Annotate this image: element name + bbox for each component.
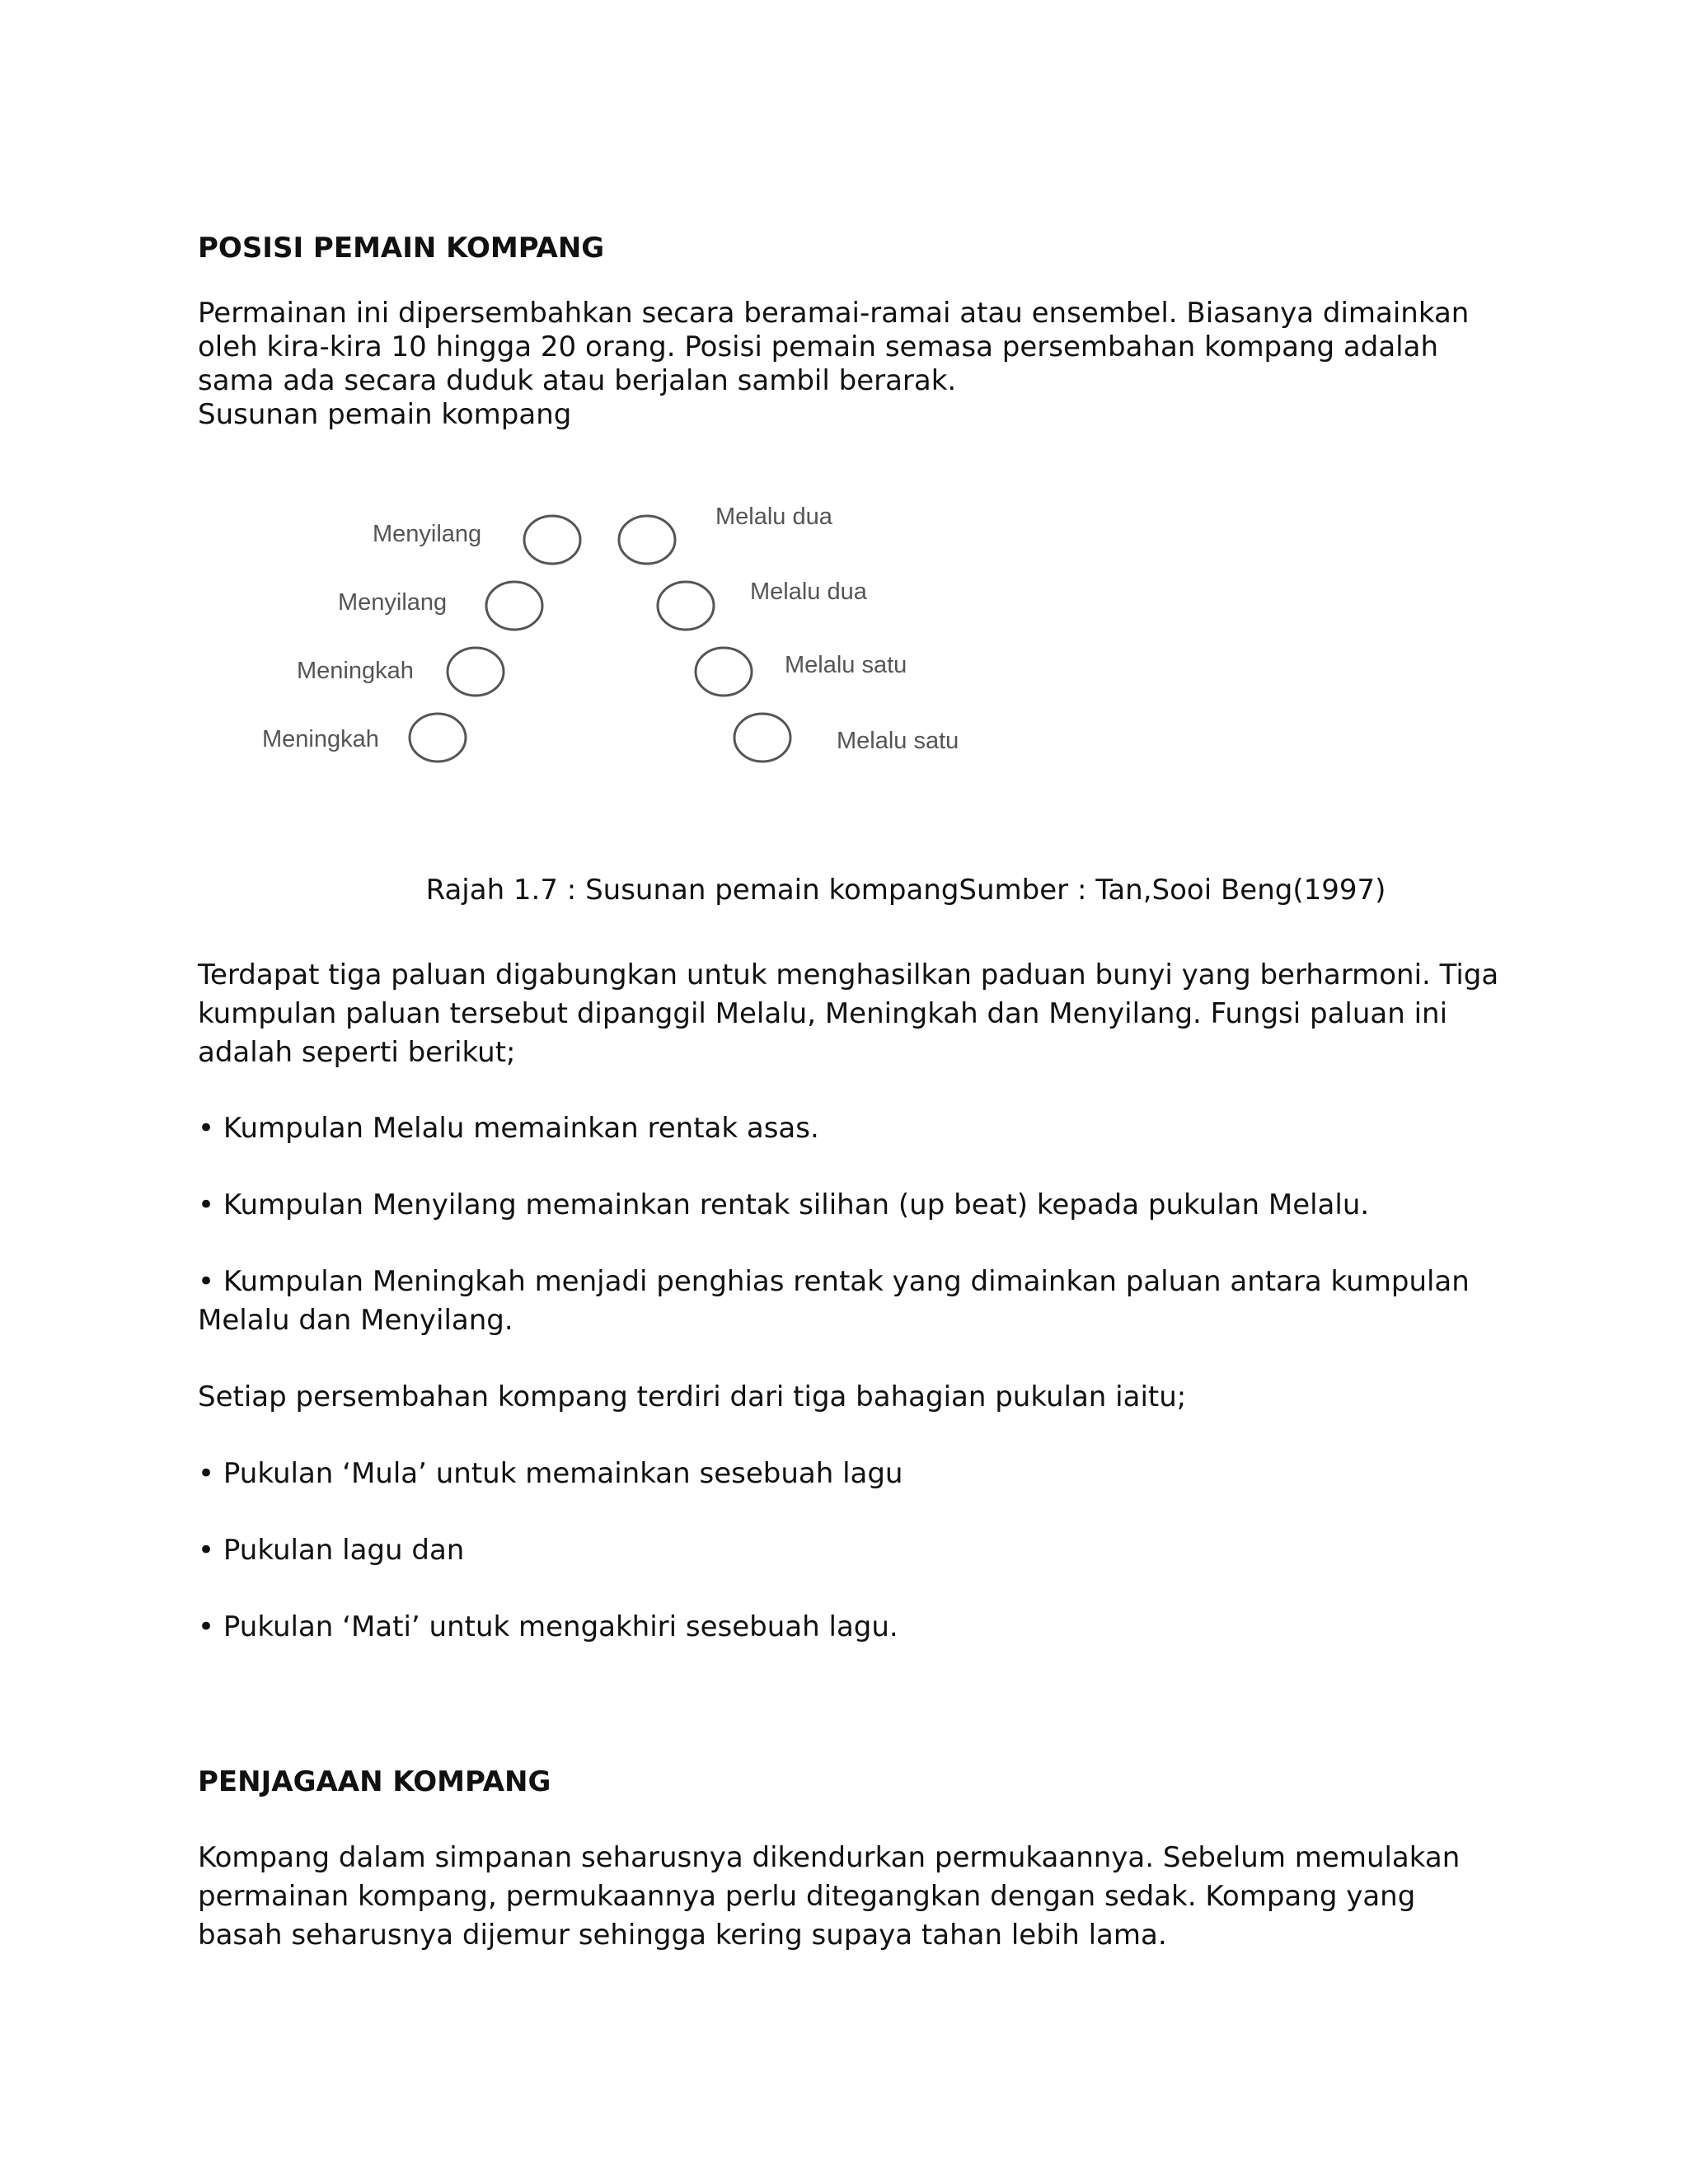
- right-label-2: Melalu dua: [750, 579, 867, 605]
- penjagaan-line-1: Kompang dalam simpanan seharusnya dikendurkan permukaannya. Sebelum memulakan: [198, 1841, 1461, 1874]
- body-paragraph-1: [198, 956, 1517, 1072]
- right-label-1: Melalu dua: [715, 504, 832, 530]
- player-circle-left-1: [524, 516, 580, 564]
- right-label-3: Melalu satu: [785, 652, 907, 678]
- penjagaan-paragraph: [198, 1839, 1517, 1955]
- section-posisi: [198, 230, 1517, 266]
- bullet-mati: • Pukulan ‘Mati’ untuk mengakhiri sesebuah lagu.: [198, 1610, 898, 1643]
- body-line-3: adalah seperti berikut;: [198, 1036, 516, 1069]
- body-paragraph-2: Setiap persembahan kompang terdiri dari tiga bahagian pukulan iaitu;: [198, 1380, 1187, 1413]
- penjagaan-line-3: basah seharusnya dijemur sehingga kering supaya tahan lebih lama.: [198, 1919, 1167, 1952]
- left-label-1: Menyilang: [373, 521, 482, 547]
- section-heading-penjagaan: PENJAGAAN KOMPANG: [198, 1765, 551, 1798]
- figure-caption: Rajah 1.7 : Susunan pemain kompangSumber : Tan,Sooi Beng(1997): [425, 874, 1386, 907]
- player-circle-right-2: [658, 582, 714, 630]
- bullet-lagu: • Pukulan lagu dan: [198, 1534, 465, 1567]
- right-label-4: Melalu satu: [837, 728, 959, 754]
- intro-line-3: sama ada secara duduk atau berjalan sambil berarak.: [198, 364, 957, 397]
- player-circle-left-2: [486, 582, 542, 630]
- intro-line-1: Permainan ini dipersembahkan secara beramai-ramai atau ensembel. Biasanya dimainkan: [198, 297, 1470, 330]
- left-label-3: Meningkah: [297, 658, 414, 684]
- player-circle-right-4: [734, 714, 790, 762]
- bullet-meningkah: [198, 1263, 1517, 1340]
- players-arrangement-figure: [239, 494, 981, 791]
- bullet-melalu: • Kumpulan Melalu memainkan rentak asas.: [198, 1112, 819, 1145]
- body-line-1: Terdapat tiga paluan digabungkan untuk menghasilkan paduan bunyi yang berharmoni. Tiga: [198, 958, 1499, 991]
- bullet-mula: • Pukulan ‘Mula’ untuk memainkan sesebuah lagu: [198, 1457, 903, 1490]
- player-circle-left-3: [448, 648, 504, 696]
- player-circle-right-1: [619, 516, 675, 564]
- bullet-meningkah-line-1: • Kumpulan Meningkah menjadi penghias rentak yang dimainkan paluan antara kumpulan: [198, 1265, 1470, 1298]
- penjagaan-line-2: permainan kompang, permukaannya perlu ditegangkan dengan sedak. Kompang yang: [198, 1880, 1416, 1913]
- players-arrangement-diagram: [239, 494, 981, 791]
- intro-paragraph: [198, 297, 1517, 432]
- body-line-2: kumpulan paluan tersebut dipanggil Melalu, Meningkah dan Menyilang. Fungsi paluan ini: [198, 997, 1448, 1030]
- player-circle-right-3: [696, 648, 752, 696]
- section-heading-posisi: POSISI PEMAIN KOMPANG: [198, 232, 605, 265]
- left-label-4: Meningkah: [262, 726, 379, 752]
- intro-line-2: oleh kira-kira 10 hingga 20 orang. Posisi pemain semasa persembahan kompang adalah: [198, 330, 1438, 363]
- bullet-meningkah-line-2: Melalu dan Menyilang.: [198, 1304, 513, 1337]
- left-label-2: Menyilang: [338, 589, 448, 616]
- bullet-menyilang: • Kumpulan Menyilang memainkan rentak silihan (up beat) kepada pukulan Melalu.: [198, 1188, 1370, 1221]
- player-circle-left-4: [410, 714, 466, 762]
- intro-line-4: Susunan pemain kompang: [198, 398, 572, 431]
